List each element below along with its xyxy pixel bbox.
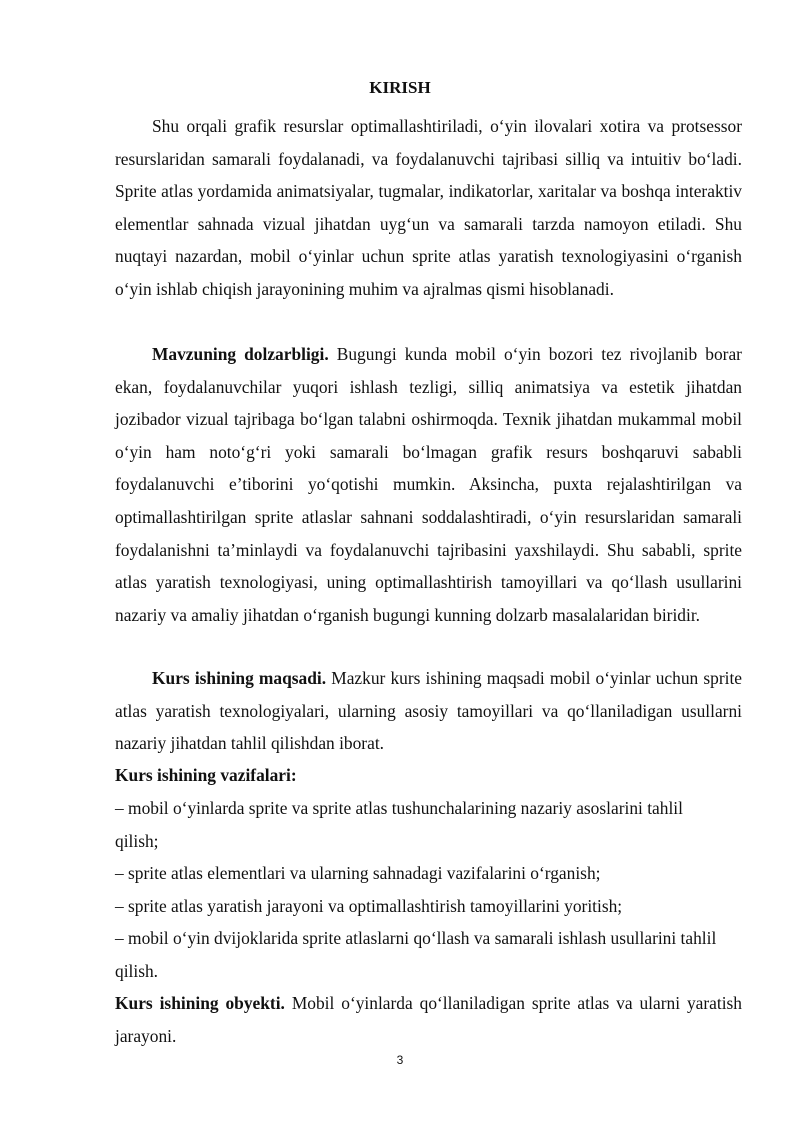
task-item: – mobil o‘yin dvijoklarida sprite atlaslarni qo‘llash va samarali ishlash usullarini tahlil qilish. <box>115 928 717 981</box>
goal-label: Kurs ishining maqsadi. <box>152 668 327 688</box>
relevance-paragraph <box>115 338 742 631</box>
goal-text: Mazkur kurs ishining maqsadi mobil o‘yinlar uchun sprite atlas yaratish texnologiyalari, ularning asosiy tamoyillari va qo‘llaniladigan usullarni nazariy jihatdan tahlil qilishdan iborat. <box>115 668 742 754</box>
task-item: – sprite atlas yaratish jarayoni va optimallashtirish tamoyillarini yoritish; <box>115 895 623 916</box>
section-heading: KIRISH <box>369 78 431 97</box>
page-number: 3 <box>396 1053 404 1067</box>
task-item: – sprite atlas elementlari va ularning sahnadagi vazifalarini o‘rganish; <box>115 863 601 884</box>
object-paragraph <box>115 987 742 1052</box>
object-label: Kurs ishining obyekti. <box>115 993 285 1013</box>
tasks-heading: Kurs ishining vazifalari: <box>115 765 297 785</box>
task-item: – mobil o‘yinlarda sprite va sprite atlas tushunchalarining nazariy asoslarini tahlil qilish; <box>115 798 683 851</box>
relevance-text: Bugungi kunda mobil o‘yin bozori tez rivojlanib borar ekan, foydalanuvchilar yuqori ishlash tezligi, silliq animatsiya va estetik jihatdan jozibador vizual tajribaga bo‘lgan talabni oshirmoqda. Texnik jihatdan mukammal mobil o‘yin ham noto‘g‘ri yoki samarali bo‘lmagan grafik resurs boshqaruvi sababli foydalanuvchi e’tiborini yo‘qotishi mumkin. Aksincha, puxta rejalashtirilgan va optimallashtirilgan sprite atlaslar sahnani soddalashtiradi, o‘yin resurslaridan samarali foydalanishni ta’minlaydi va foydalanuvchi tajribasini yaxshilaydi. Shu sababli, sprite atlas yaratish texnologiyasi, uning optimallashtirish tamoyillari va qo‘llash usullarini nazariy va amaliy jihatdan o‘rganish bugungi kunning dolzarb masalalaridan biridir. <box>115 344 742 625</box>
relevance-label: Mavzuning dolzarbligi. <box>152 344 329 364</box>
object-text: Mobil o‘yinlarda qo‘llaniladigan sprite atlas va ularni yaratish jarayoni. <box>115 993 742 1046</box>
tasks-list <box>115 792 742 988</box>
intro-paragraph: Shu orqali grafik resurslar optimallashtiriladi, o‘yin ilovalari xotira va protsessor resurslaridan samarali foydalanadi, va foydalanuvchi tajribasi silliq va intuitiv bo‘ladi. Sprite atlas yordamida animatsiyalar, tugmalar, indikatorlar, xaritalar va boshqa interaktiv elementlar sahnada vizual jihatdan uyg‘un va samarali tarzda namoyon etiladi. Shu nuqtayi nazardan, mobil o‘yinlar uchun sprite atlas yaratish texnologiyasini o‘rganish o‘yin ishlab chiqish jarayonining muhim va ajralmas qismi hisoblanadi. <box>115 116 742 299</box>
goal-paragraph <box>115 662 742 760</box>
